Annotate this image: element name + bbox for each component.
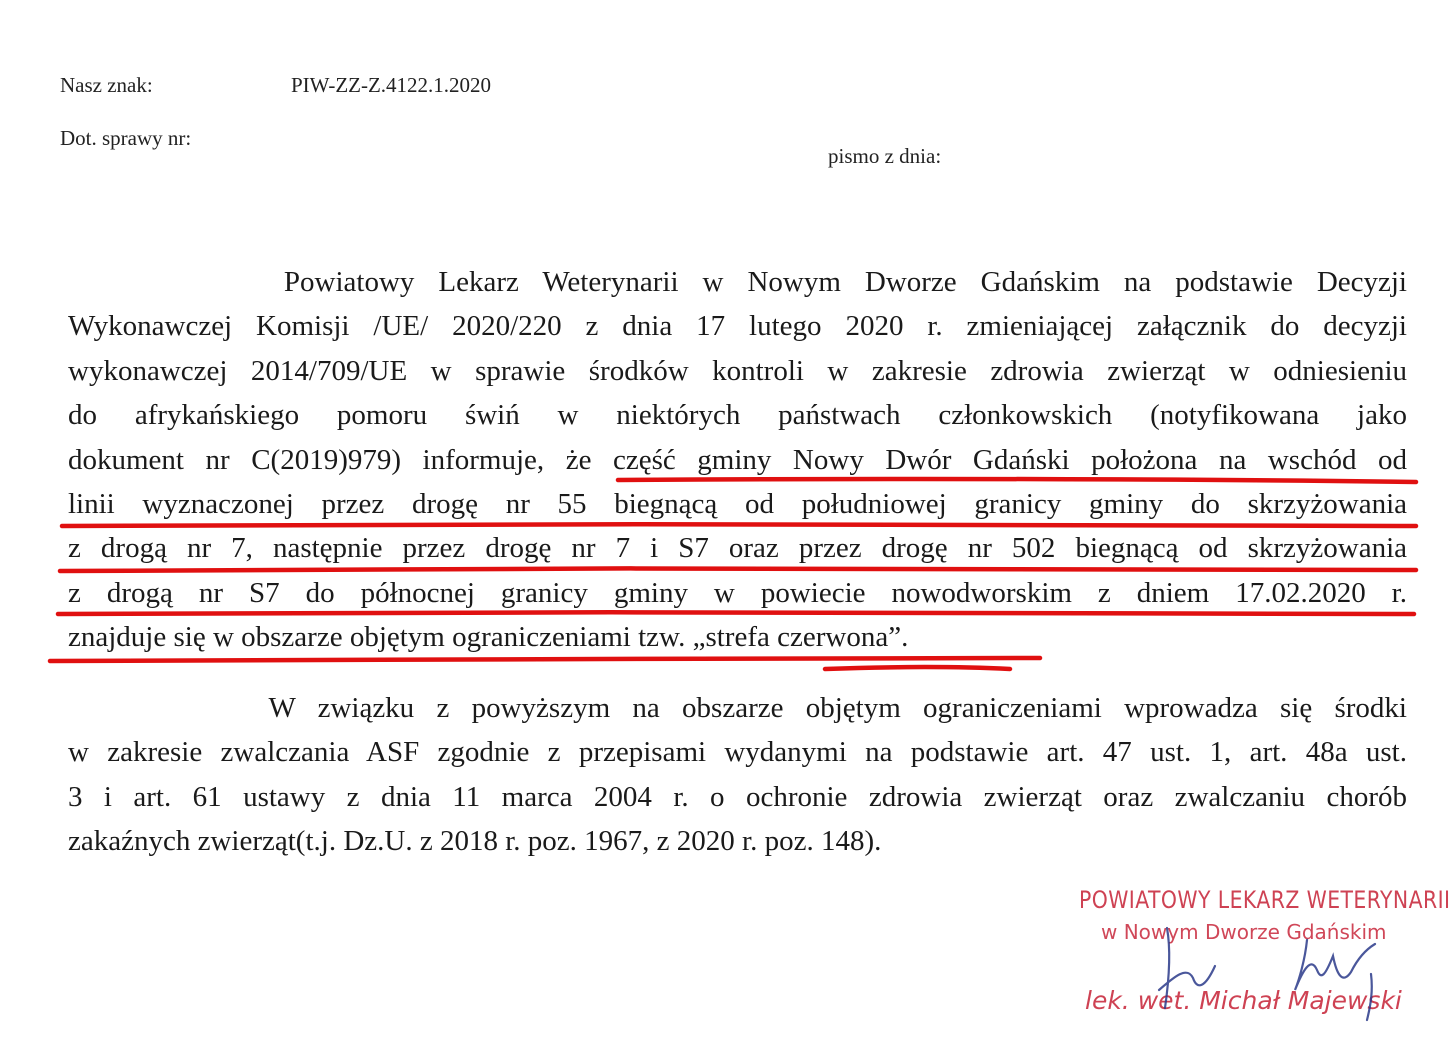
official-stamp [1075, 880, 1451, 1030]
paragraph-line: w zakresie zwalczania ASF zgodnie z przepisami wydanymi na podstawie art. 47 ust. 1, art. 48a ust. [68, 736, 1407, 769]
paragraph-line: W związku z powyższym na obszarze objętym ograniczeniami wprowadza się środki [68, 692, 1407, 724]
paragraph-line: znajduje się w obszarze objętym ograniczeniami tzw. „strefa czerwona”. [68, 621, 909, 654]
stamp-signatory-name: lek. wet. Michał Majewski [1085, 986, 1402, 1015]
measures-paragraph [68, 686, 1407, 864]
paragraph-line: z drogą nr S7 do północnej granicy gminy w powiecie nowodworskim z dniem 17.02.2020 r. [68, 576, 1407, 609]
letter-date-label: pismo z dnia: [828, 144, 942, 168]
paragraph-line: Wykonawczej Komisji /UE/ 2020/220 z dnia 17 lutego 2020 r. zmieniającej załącznik do decyzji [68, 310, 1407, 343]
underline-mark [825, 667, 1010, 669]
announcement-paragraph [68, 260, 1407, 660]
case-number-label: Dot. sprawy nr: [60, 126, 192, 150]
paragraph-line: do afrykańskiego pomoru świń w niektórych państwach członkowskich (notyfikowana jako [68, 399, 1407, 432]
paragraph-line: linii wyznaczonej przez drogę nr 55 biegnącą od południowej granicy gminy do skrzyżowania [68, 488, 1407, 521]
paragraph-line: Powiatowy Lekarz Weterynarii w Nowym Dworze Gdańskim na podstawie Decyzji [68, 266, 1407, 298]
stamp-location: w Nowym Dworze Gdańskim [1101, 920, 1387, 944]
reference-label: Nasz znak: [60, 73, 153, 97]
paragraph-line: wykonawczej 2014/709/UE w sprawie środków kontroli w zakresie zdrowia zwierząt w odniesieniu [68, 354, 1407, 387]
stamp-title: POWIATOWY LEKARZ WETERYNARII [1079, 886, 1451, 914]
paragraph-line: dokument nr C(2019)979) informuje, że część gminy Nowy Dwór Gdański położona na wschód od [68, 443, 1407, 476]
handwritten-signature [1075, 880, 1445, 1030]
paragraph-line: z drogą nr 7, następnie przez drogę nr 7 i S7 oraz przez drogę nr 502 biegnącą od skrzyżowania [68, 532, 1407, 565]
paragraph-line: zakaźnych zwierząt(t.j. Dz.U. z 2018 r. poz. 1967, z 2020 r. poz. 148). [68, 825, 882, 858]
reference-number: PIW-ZZ-Z.4122.1.2020 [291, 73, 492, 97]
paragraph-line: 3 i art. 61 ustawy z dnia 11 marca 2004 r. o ochronie zdrowia zwierząt oraz zwalczaniu chorób [68, 780, 1407, 813]
